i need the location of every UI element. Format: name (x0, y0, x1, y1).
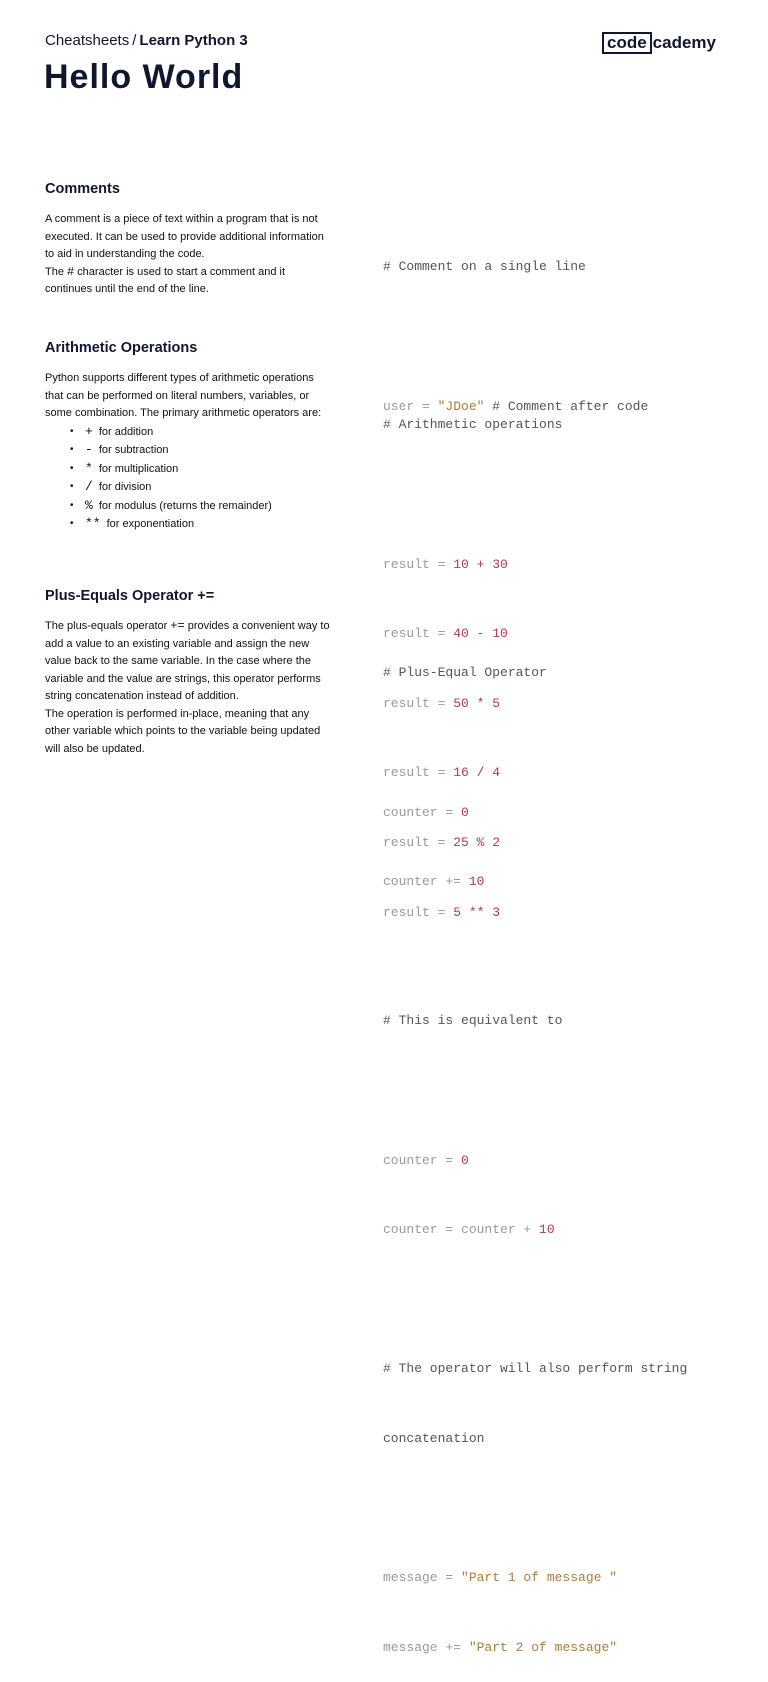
code-line (383, 1566, 687, 1589)
code-var: result = (383, 765, 454, 781)
code-expr: 10 + 30 (453, 556, 508, 572)
text-fragment: The plus-equals operator (45, 620, 168, 632)
text-fragment: The (45, 265, 64, 278)
code-var: counter = counter + (383, 1222, 540, 1238)
list-item (70, 478, 335, 497)
breadcrumb-separator: / (132, 32, 137, 49)
section-heading: Plus-Equals Operator += (45, 588, 215, 604)
code-string: "JDoe" (437, 398, 485, 414)
code-comment: # The operator will also perform string (383, 1361, 688, 1377)
section-plus-equals (45, 588, 335, 758)
operator-desc: for multiplication (98, 462, 179, 475)
section-heading: Arithmetic Operations (45, 340, 198, 356)
operator-symbol: * (85, 460, 93, 476)
breadcrumb-current[interactable]: Learn Python 3 (139, 32, 248, 49)
code-line (383, 1149, 687, 1172)
code-number: 0 (461, 1152, 469, 1168)
operator-symbol: ** (85, 516, 101, 531)
operators-list (45, 423, 335, 534)
logo-text: cademy (652, 33, 716, 52)
code-line (383, 553, 562, 576)
operator-symbol: / (85, 479, 93, 494)
operator-desc: for modulus (returns the remainder) (98, 499, 272, 512)
code-line (383, 1636, 687, 1659)
page-header (45, 32, 716, 56)
operator-desc: for subtraction (98, 444, 169, 456)
code-var: result = (383, 904, 454, 920)
code-line (383, 870, 687, 893)
code-number: 10 (468, 874, 485, 890)
code-var: counter = (383, 804, 462, 820)
operator-symbol: + (85, 423, 93, 439)
section-arithmetic (45, 340, 335, 534)
operator-desc: for addition (98, 425, 154, 438)
operator-symbol: % (85, 497, 93, 513)
code-comment: # Comment after code (484, 398, 649, 414)
logo-code-box: code (602, 32, 652, 54)
breadcrumb-cheatsheets-link[interactable]: Cheatsheets (45, 32, 130, 49)
section-text (45, 618, 335, 758)
list-item (70, 497, 335, 516)
code-string: "Part 2 of message" (468, 1639, 618, 1655)
code-expr: 50 * 5 (453, 695, 501, 711)
page-title: Hello World (44, 58, 244, 96)
code-var: message += (383, 1639, 469, 1655)
code-var: counter = (383, 1152, 462, 1168)
inline-code: += (170, 619, 185, 633)
paragraph: The operation is performed in-place, meaning that any other variable which points to the variable being updated will also be updated. (45, 707, 321, 755)
code-comment: # Arithmetic operations (383, 417, 563, 433)
code-comment: concatenation (383, 1431, 485, 1447)
text-fragment: provides a convenient way to add a value to an existing variable and assign the new value back to the same variable. In the case where the variable and the value are strings, this operator performs string concatenation instead of addition. (45, 620, 330, 702)
section-comments (45, 181, 335, 299)
code-comment: # Comment on a single line (383, 259, 586, 275)
text-fragment: character is used to start a comment and it continues until the end of the line. (45, 265, 286, 295)
code-expr: 16 / 4 (453, 765, 501, 781)
code-expr: 5 ** 3 (453, 904, 501, 920)
list-item (70, 423, 335, 442)
codecademy-logo[interactable] (602, 32, 716, 54)
section-text: Python supports different types of arithmetic operations that can be performed on literal numbers, variables, or some combination. The primary arithmetic operators are: (45, 372, 322, 419)
code-expr: 40 - 10 (453, 626, 508, 642)
code-var: result = (383, 835, 454, 851)
list-item (70, 441, 335, 460)
code-var: message = (383, 1570, 462, 1586)
list-item (70, 515, 335, 534)
operator-symbol: - (85, 442, 93, 457)
code-var: result = (383, 556, 454, 572)
operator-desc: for division (98, 481, 152, 493)
section-heading: Comments (45, 181, 120, 197)
code-var: result = (383, 626, 454, 642)
code-line (383, 1218, 687, 1241)
list-item (70, 460, 335, 479)
paragraph: A comment is a piece of text within a program that is not executed. It can be used to provide additional information to aid in understanding the code. (45, 213, 324, 260)
code-var: user = (383, 398, 438, 414)
code-var: counter += (383, 874, 469, 890)
code-block-plus-equals (383, 615, 687, 1682)
code-number: 0 (461, 804, 469, 820)
code-comment: # Plus-Equal Operator (383, 665, 547, 681)
code-line (383, 801, 687, 824)
operator-desc: for exponentiation (106, 518, 195, 530)
code-number: 10 (539, 1222, 555, 1238)
code-var: result = (383, 695, 454, 711)
code-expr: 25 % 2 (453, 835, 501, 851)
inline-code: # (66, 264, 75, 279)
code-comment: # This is equivalent to (383, 1013, 563, 1029)
section-text (45, 211, 335, 299)
code-string: "Part 1 of message " (461, 1570, 618, 1586)
